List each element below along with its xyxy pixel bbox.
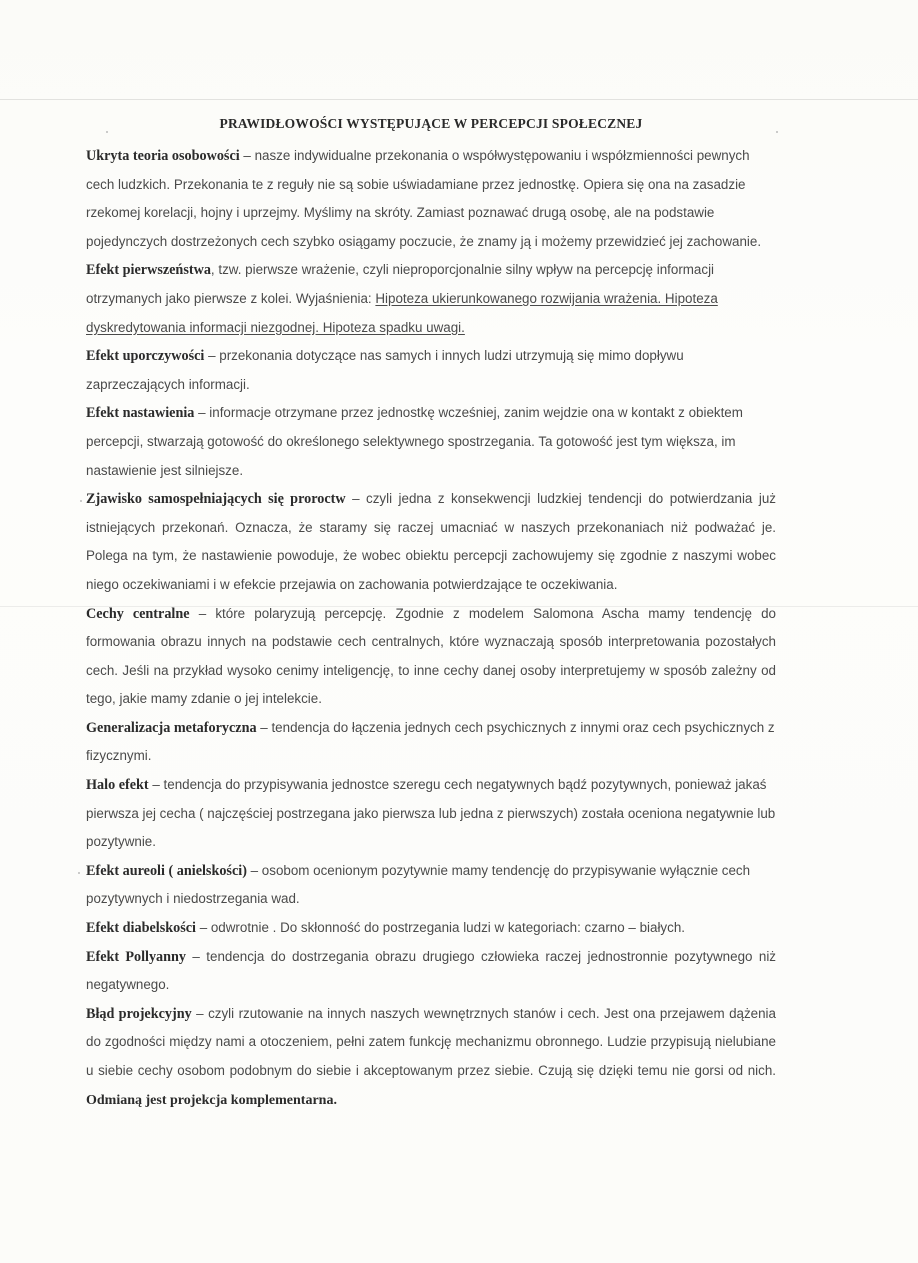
- section-text: – czyli jedna z konsekwencji ludzkiej tendencji do potwierdzania już istniejących przekonań. Oznacza, że staramy się raczej umacniać w naszych przekonaniach niż podważać je. Polega na tym, że nastawienie powoduje, że wobec obiektu percepcji zachowujemy się zgodnie z naszymi wobec niego oczekiwaniami i w efekcie przejawia on zachowania potwierdzające te oczekiwania.: [86, 491, 776, 592]
- section-text: – tendencja do przypisywania jednostce szeregu cech negatywnych bądź pozytywnych, ponieważ jakaś pierwsza jej cecha ( najczęściej postrzegana jako pierwsza lub jedna z pierwszych) została oceniona negatywnie lub pozytywnie.: [86, 777, 776, 850]
- section-text: – czyli rzutowanie na innych naszych wewnętrznych stanów i cech. Jest ona przejawem dążenia do zgodności między nami a otoczeniem, pełni zatem funkcję mechanizmu obronnego. Ludzie przypisują nielubiane u siebie cechy osobom podobnym do siebie i akceptowanym przez siebie. Czują się dzięki temu nie gorsi od nich.: [86, 1005, 776, 1078]
- scan-speck: [776, 131, 778, 133]
- section-generalizacja-metaforyczna: [86, 714, 776, 771]
- section-term: Generalizacja metaforyczna: [86, 719, 257, 736]
- section-text: – nasze indywidualne przekonania o współwystępowaniu i współzmienności pewnych cech ludzkich. Przekonania te z reguły nie są sobie uświadamiane przez jednostkę. Opiera się ona na zasadzie rzekomej korelacji, hojny i uprzejmy. Myślimy na skróty. Zamiast poznawać drugą osobę, ale na podstawie pojedynczych dostrzeżonych cech szybko osiągamy poczucie, że znamy ją i możemy przewidzieć jej zachowanie.: [86, 148, 762, 249]
- section-term: Błąd projekcyjny: [86, 1005, 192, 1022]
- section-term: Zjawisko samospełniających się proroctw: [86, 491, 346, 508]
- section-text: – tendencja do łączenia jednych cech psychicznych z innymi oraz cech psychicznych z fizycznymi.: [86, 719, 775, 764]
- section-text: – informacje otrzymane przez jednostkę wcześniej, zanim wejdzie ona w kontakt z obiektem percepcji, stwarzają gotowość do określonego selektywnego spostrzegania. Ta gotowość jest tym większa, im nastawienie jest silniejsze.: [86, 405, 743, 478]
- section-text: , tzw. pierwsze wrażenie, czyli nieproporcjonalnie silny wpływ na percepcję informacji otrzymanych jako pierwsze z kolei. Wyjaśnienia:: [86, 262, 715, 306]
- section-text: – osobom ocenionym pozytywnie mamy tendencję do przypisywanie wyłącznie cech pozytywnych i niedostrzegania wad.: [86, 862, 751, 907]
- section-efekt-diabelskosci: [86, 914, 776, 943]
- document-body: [86, 114, 776, 1115]
- section-cechy-centralne: [86, 600, 776, 714]
- closing-sentence: Odmianą jest projekcja komplementarna.: [86, 1092, 337, 1108]
- section-term: Efekt nastawienia: [86, 405, 195, 422]
- section-efekt-uporczywosci: [86, 342, 776, 399]
- scan-speck: [80, 500, 82, 502]
- section-term: Ukryta teoria osobowości: [86, 148, 240, 164]
- section-term: Efekt diabelskości: [86, 920, 196, 937]
- section-text: – przekonania dotyczące nas samych i innych ludzi utrzymują się mimo dopływu zaprzeczających informacji.: [86, 348, 684, 392]
- section-samospelniajace-proroctwa: [86, 485, 776, 599]
- scan-speck: [78, 872, 80, 874]
- section-halo-efekt: [86, 771, 776, 857]
- section-term: Efekt Pollyanny: [86, 948, 187, 965]
- paper-fold-line: [0, 99, 918, 100]
- section-efekt-pollyanny: [86, 943, 776, 1000]
- section-term: Efekt aureoli ( anielskości): [86, 862, 247, 879]
- section-text: – które polaryzują percepcję. Zgodnie z modelem Salomona Ascha mamy tendencję do formowania obrazu innych na podstawie cech centralnych, które wyznaczają sposób interpretowania pozostałych cech. Jeśli na przykład wysoko cenimy inteligencję, to inne cechy danej osoby interpretujemy w sposób zależny od tego, jakie mamy zdanie o jej intelekcie.: [86, 605, 777, 707]
- section-text: – tendencja do dostrzegania obrazu drugiego człowieka raczej jednostronnie pozytywnego niż negatywnego.: [86, 948, 776, 993]
- section-efekt-pierwszenstwa: [86, 256, 776, 342]
- section-term: Halo efekt: [86, 777, 149, 794]
- section-ukryta-teoria: [86, 142, 776, 256]
- underlined-explanations: Hipoteza ukierunkowanego rozwijania wrażenia. Hipoteza dyskredytowania informacji niezgodnej. Hipoteza spadku uwagi.: [86, 290, 718, 335]
- document-title: PRAWIDŁOWOŚCI WYSTĘPUJĄCE W PERCEPCJI SPOŁECZNEJ: [219, 116, 643, 131]
- section-text: – odwrotnie . Do skłonność do postrzegania ludzi w kategoriach: czarno – białych.: [195, 920, 685, 936]
- section-term: Efekt uporczywości: [86, 348, 205, 365]
- section-term: Cechy centralne: [86, 605, 190, 622]
- section-efekt-aureoli: [86, 857, 776, 914]
- section-term: Efekt pierwszeństwa: [86, 262, 211, 279]
- section-blad-projekcyjny: [86, 1000, 776, 1115]
- section-efekt-nastawienia: [86, 399, 776, 485]
